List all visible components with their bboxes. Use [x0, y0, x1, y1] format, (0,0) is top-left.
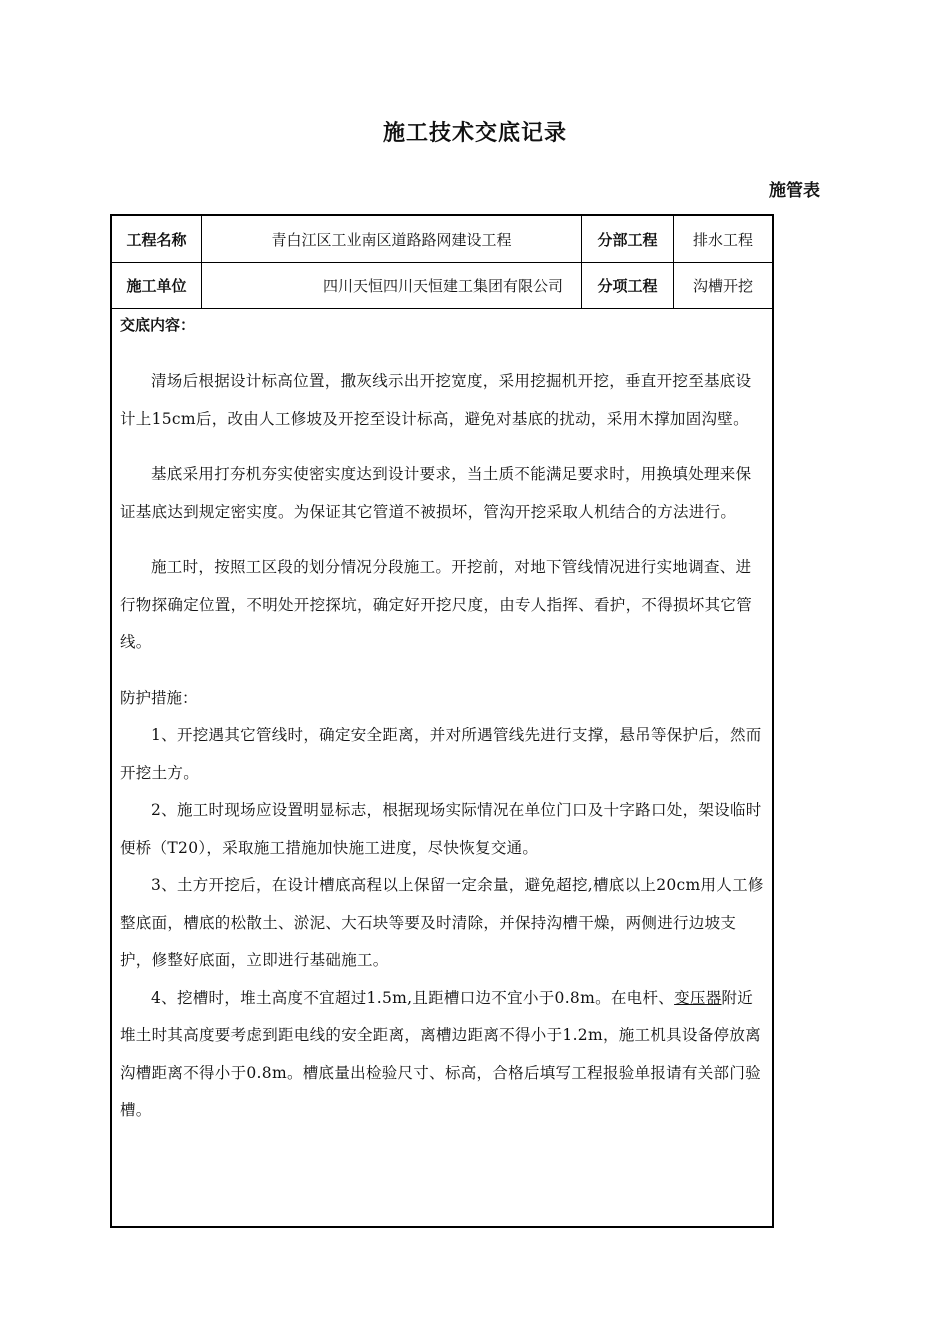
header-row-project [112, 216, 772, 263]
measure-2: 2、施工时现场应设置明显标志，根据现场实际情况在单位门口及十字路口处，架设临时便桥（T20），采取施工措施加快施工进度，尽快恢复交通。 [120, 801, 762, 857]
content-paragraph-1: 清场后根据设计标高位置，撒灰线示出开挖宽度，采用挖掘机开挖，垂直开挖至基底设计上15cm后，改由人工修坡及开挖至设计标高，避免对基底的扰动，采用木撑加固沟壁。 [120, 372, 752, 428]
handover-content [120, 312, 766, 1130]
project-name-value: 青白江区工业南区道路路网建设工程 [202, 216, 582, 262]
measure-4 [120, 980, 766, 1130]
measure-3: 3、土方开挖后，在设计槽底高程以上保留一定余量，避免超挖,槽底以上20cm用人工修整底面，槽底的松散土、淤泥、大石块等要及时清除，并保持沟槽干燥，两侧进行边坡支护，修整好底面，立即进行基础施工。 [120, 876, 764, 969]
contractor-value: 四川天恒四川天恒建工集团有限公司 [202, 262, 582, 308]
content-paragraph-3: 施工时，按照工区段的划分情况分段施工。开挖前，对地下管线情况进行实地调查、进行物探确定位置，不明处开挖探坑，确定好开挖尺度，由专人指挥、看护，不得损坏其它管线。 [120, 558, 753, 651]
project-name-label: 工程名称 [112, 216, 202, 262]
measure-4-text-after: 附近堆土时其高度要考虑到距电线的安全距离，离槽边距离不得小于1.2m，施工机具设备停放离沟槽距离不得小于0.8m。槽底量出检验尺寸、标高，合格后填写工程报验单报请有关部门验槽。 [120, 988, 761, 1119]
handover-form-table [110, 214, 774, 1228]
measure-1: 1、开挖遇其它管线时，确定安全距离，并对所遇管线先进行支撑，悬吊等保护后，然而开挖土方。 [120, 726, 762, 782]
form-code: 施管表 [769, 181, 820, 201]
content-label: 交底内容： [120, 316, 196, 334]
division-value: 排水工程 [692, 230, 753, 249]
division-label: 分部工程 [582, 216, 674, 262]
contractor-label: 施工单位 [112, 262, 202, 308]
measure-4-underlined-term: 变压器 [674, 988, 722, 1007]
subitem-label: 分项工程 [582, 262, 674, 308]
measures-label: 防护措施： [120, 688, 198, 707]
subitem-value: 沟槽开挖 [692, 276, 753, 295]
content-paragraph-2: 基底采用打夯机夯实使密实度达到设计要求，当土质不能满足要求时，用换填处理来保证基底达到规定密实度。为保证其它管道不被损坏，管沟开挖采取人机结合的方法进行。 [120, 465, 752, 521]
document-title: 施工技术交底记录 [382, 121, 567, 146]
header-row-contractor [112, 262, 772, 309]
measure-4-text-before: 4、挖槽时，堆土高度不宜超过1.5m,且距槽口边不宜小于0.8m。在电杆、 [151, 988, 675, 1007]
